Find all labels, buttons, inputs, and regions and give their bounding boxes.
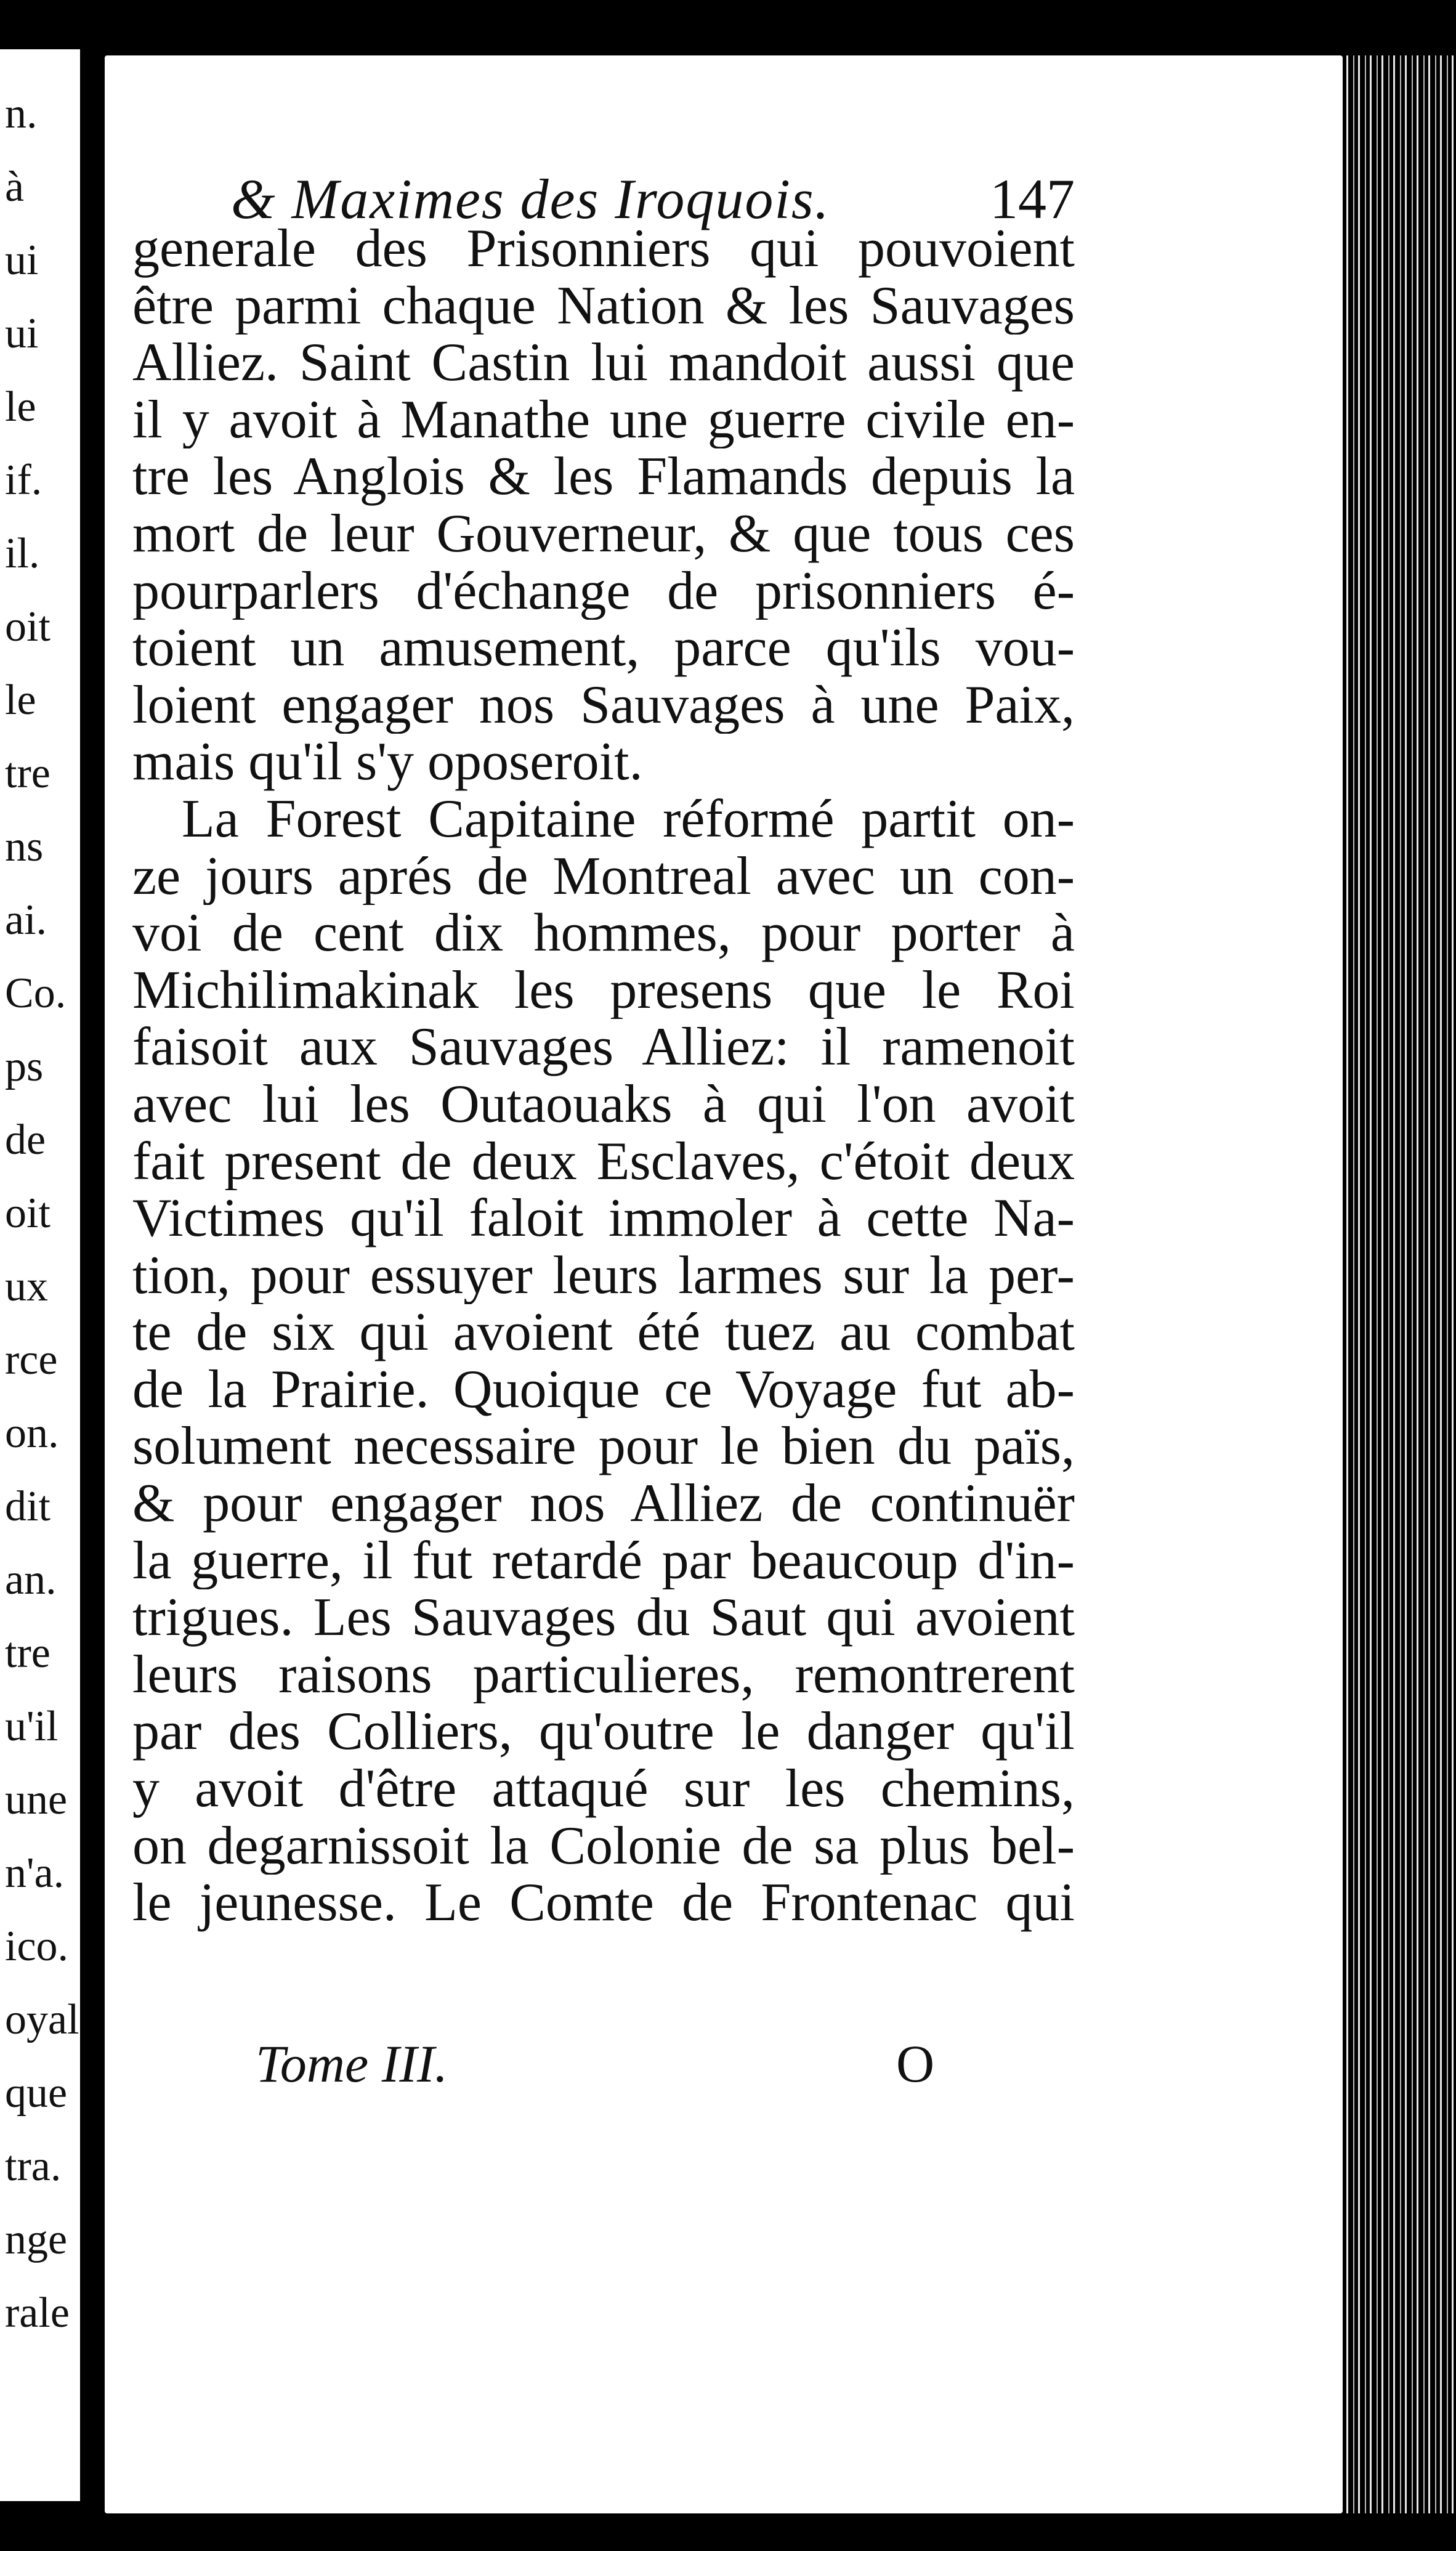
text-line: te de six qui avoient été tuez au combat	[132, 1304, 1075, 1361]
previous-page-fragment: ai.	[5, 896, 47, 944]
text-line: par des Colliers, qu'outre le danger qu'il	[132, 1703, 1075, 1761]
text-line: La Forest Capitaine réformé partit on-	[182, 790, 1075, 848]
previous-page-fragment: rale	[5, 2289, 70, 2337]
text-line: la guerre, il fut retardé par beaucoup d'in-	[132, 1532, 1075, 1590]
text-line: Michilimakinak les presens que le Roi	[132, 962, 1075, 1020]
previous-page-fragment: ui	[5, 237, 39, 284]
page-number: 147	[990, 168, 1075, 230]
text-line: generale des Prisonniers qui pouvoient	[132, 221, 1075, 278]
text-line: trigues. Les Sauvages du Saut qui avoient	[132, 1589, 1075, 1647]
text-line: le jeunesse. Le Comte de Frontenac qui	[132, 1875, 1075, 1932]
previous-page-fragment: tra.	[5, 2143, 62, 2190]
previous-page-fragment: tre	[5, 1629, 51, 1677]
book-gutter	[80, 0, 105, 2551]
text-line: fait present de deux Esclaves, c'étoit deux	[132, 1133, 1075, 1191]
text-line: mort de leur Gouverneur, & que tous ces	[132, 505, 1075, 563]
previous-page-fragment: dit	[5, 1483, 51, 1530]
previous-page-fragment: Co.	[5, 970, 67, 1017]
previous-page-fragment: oyal	[5, 1996, 79, 2043]
previous-page-fragment: ico.	[5, 1923, 69, 1970]
text-line: y avoit d'être attaqué sur les chemins,	[132, 1761, 1075, 1818]
text-line: mais qu'il s'y oposeroit.	[132, 734, 643, 791]
previous-page-fragment: n'a.	[5, 1849, 65, 1897]
previous-page-fragment: ns	[5, 823, 44, 870]
previous-page-fragment: ux	[5, 1263, 48, 1310]
previous-page-fragment: n.	[5, 90, 38, 137]
previous-page-fragment: oit	[5, 603, 51, 651]
previous-page-fragment: rce	[5, 1336, 58, 1384]
previous-page-fragment: on.	[5, 1409, 59, 1457]
text-line: solument necessaire pour le bien du païs,	[132, 1418, 1075, 1476]
text-line: Victimes qu'il faloit immoler à cette Na-	[132, 1190, 1075, 1247]
previous-page-fragment: il.	[5, 530, 40, 577]
text-line: & pour engager nos Alliez de continuër	[132, 1475, 1075, 1533]
signature-mark: O	[896, 2034, 935, 2093]
previous-page-fragment: une	[5, 1776, 68, 1823]
previous-page-fragment: ps	[5, 1043, 44, 1090]
previous-page-fragment: le	[5, 383, 36, 431]
volume-label: Tome III.	[256, 2034, 448, 2093]
text-line: avec lui les Outaouaks à qui l'on avoit	[132, 1076, 1075, 1134]
previous-page-fragment: u'il	[5, 1703, 59, 1750]
text-line: tion, pour essuyer leurs larmes sur la per-	[132, 1247, 1075, 1305]
previous-page-fragment: oit	[5, 1190, 51, 1237]
text-line: leurs raisons particulieres, remontrerent	[132, 1646, 1075, 1704]
text-line: de la Prairie. Quoique ce Voyage fut ab-	[132, 1361, 1075, 1419]
previous-page-fragment: an.	[5, 1556, 57, 1604]
text-line: toient un amusement, parce qu'ils vou-	[132, 620, 1075, 677]
text-line: Alliez. Saint Castin lui mandoit aussi que	[132, 335, 1075, 392]
previous-page-fragment: if.	[5, 456, 42, 504]
text-line: il y avoit à Manathe une guerre civile en-	[132, 391, 1075, 449]
body-text	[132, 221, 1075, 1932]
previous-page-fragment: à	[5, 163, 25, 211]
previous-page-fragment: ui	[5, 310, 39, 357]
previous-page-fragment: de	[5, 1116, 46, 1164]
text-line: être parmi chaque Nation & les Sauvages	[132, 277, 1075, 335]
text-line: pourparlers d'échange de prisonniers é-	[132, 562, 1075, 620]
previous-page-fragment: nge	[5, 2216, 68, 2263]
running-head: & Maximes des Iroquois.	[231, 168, 830, 230]
page-footer	[132, 2033, 1075, 2101]
previous-page-edge	[0, 49, 80, 2501]
text-line: tre les Anglois & les Flamands depuis la	[132, 448, 1075, 506]
text-line: voi de cent dix hommes, pour porter à	[132, 905, 1075, 962]
previous-page-fragment: tre	[5, 750, 51, 797]
text-line: loient engager nos Sauvages à une Paix,	[132, 676, 1075, 734]
text-line: faisoit aux Sauvages Alliez: il ramenoit	[132, 1019, 1075, 1076]
previous-page-fragment: le	[5, 676, 36, 724]
text-line: on degarnissoit la Colonie de sa plus bel-	[132, 1817, 1075, 1875]
text-line: ze jours aprés de Montreal avec un con-	[132, 848, 1075, 906]
previous-page-fragment: que	[5, 2069, 68, 2117]
page-edges	[1343, 55, 1456, 2513]
